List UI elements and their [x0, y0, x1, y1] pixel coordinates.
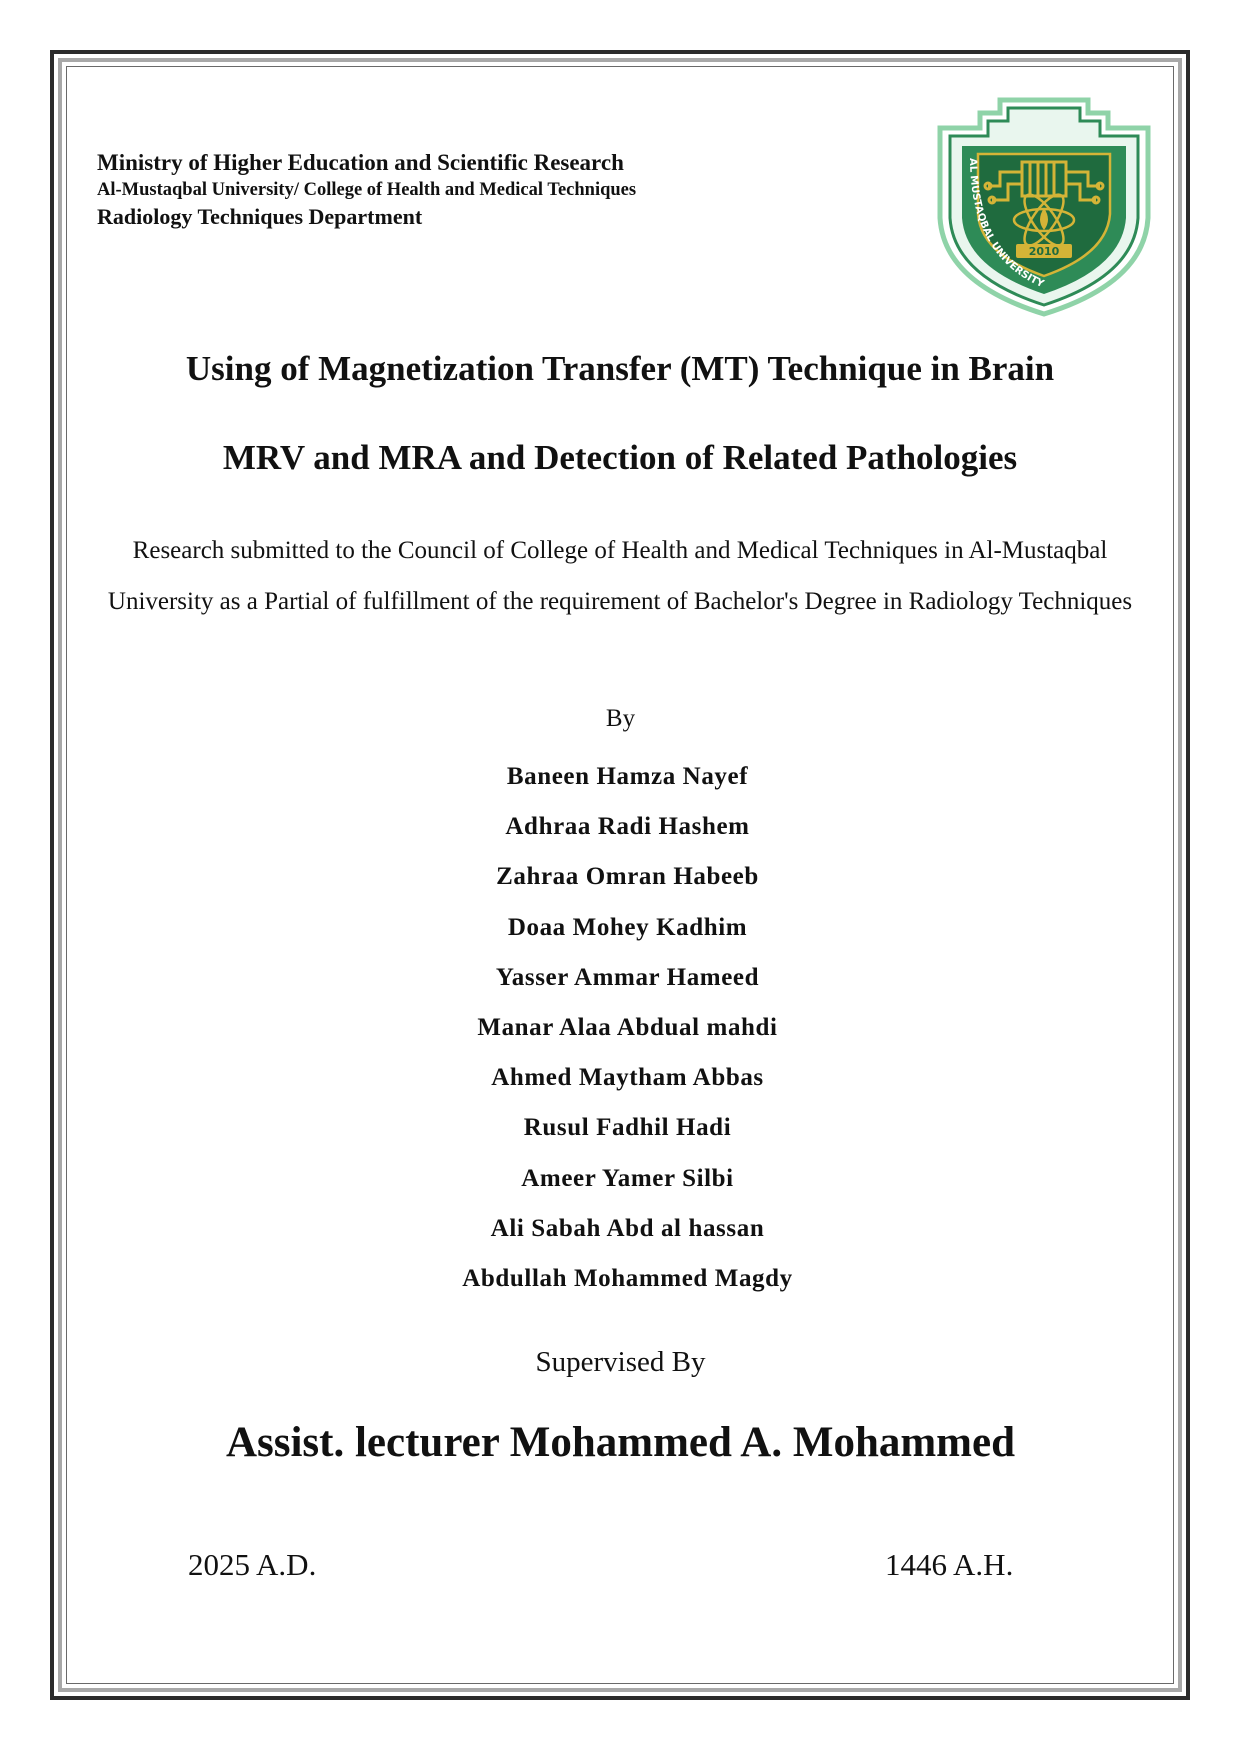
research-title-line-2: MRV and MRA and Detection of Related Pathologies — [222, 438, 1018, 477]
author-name: Manar Alaa Abdual mahdi — [477, 1014, 778, 1042]
university-college-name: Al-Mustaqbal University/ College of Health and Medical Techniques — [97, 180, 637, 200]
author-list — [0, 752, 1241, 1304]
author-name: Yasser Ammar Hameed — [495, 963, 760, 991]
logo-university-name: AL MUSTAQBAL UNIVERSITY — [966, 158, 1046, 291]
submission-statement: Research submitted to the Council of College of Health and Medical Techniques in Al-Mustaqbal University as a Partial of fulfillment of the requirement of Bachelor's Degree in Radiology Techniques — [107, 537, 1133, 615]
supervisor-name: Assist. lecturer Mohammed A. Mohammed — [225, 1419, 1016, 1466]
gregorian-year: 2025 A.D. — [188, 1547, 317, 1582]
author-name: Ameer Yamer Silbi — [521, 1164, 734, 1192]
university-logo-icon — [930, 88, 1158, 318]
logo-year: 2010 — [1028, 245, 1060, 258]
hijri-year: 1446 A.H. — [885, 1547, 1014, 1582]
institution-header — [97, 148, 857, 232]
department-name: Radiology Techniques Department — [97, 204, 423, 229]
author-name: Ali Sabah Abd al hassan — [490, 1214, 765, 1242]
author-name: Baneen Hamza Nayef — [506, 763, 749, 790]
supervised-by-label: Supervised By — [535, 1346, 706, 1378]
author-name: Adhraa Radi Hashem — [505, 813, 750, 841]
author-name: Doaa Mohey Kadhim — [507, 913, 748, 941]
research-title-line-1: Using of Magnetization Transfer (MT) Technique in Brain — [185, 349, 1055, 388]
author-name: Zahraa Omran Habeeb — [496, 863, 759, 891]
ministry-name: Ministry of Higher Education and Scientific Research — [97, 150, 624, 175]
by-label: By — [605, 705, 636, 732]
author-name: Ahmed Maytham Abbas — [491, 1064, 764, 1092]
author-name: Rusul Fadhil Hadi — [523, 1114, 732, 1142]
author-name: Abdullah Mohammed Magdy — [462, 1265, 793, 1293]
